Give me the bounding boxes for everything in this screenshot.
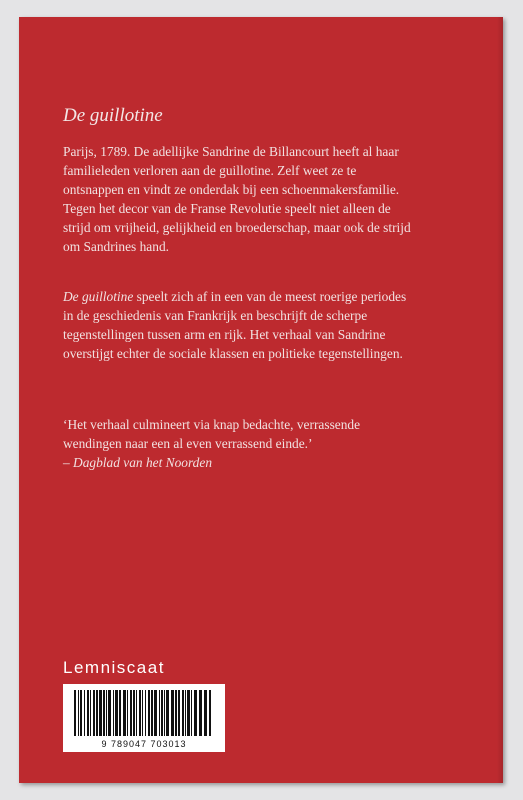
barcode-bar bbox=[142, 690, 143, 736]
barcode-bar bbox=[136, 690, 137, 736]
publisher-logo: Lemniscaat bbox=[63, 658, 165, 677]
barcode-bar bbox=[187, 690, 190, 736]
barcode-bar bbox=[74, 690, 76, 736]
back-cover bbox=[19, 17, 503, 783]
review-quote-text: ‘Het verhaal culmineert via knap bedachte, verrassende wendingen naar een al even verrassend einde.’ bbox=[63, 417, 361, 452]
barcode-bar bbox=[191, 690, 192, 736]
barcode-bar bbox=[159, 690, 160, 736]
barcode-bar bbox=[178, 690, 180, 736]
barcode-bar bbox=[182, 690, 184, 736]
barcode-bar bbox=[106, 690, 107, 736]
barcode-bar bbox=[194, 690, 197, 736]
barcode-bar bbox=[199, 690, 202, 736]
blurb-paragraph-2 bbox=[63, 287, 413, 363]
barcode-bar bbox=[127, 690, 128, 736]
barcode-bar bbox=[113, 690, 114, 736]
blurb-title-reference: De guillotine bbox=[63, 289, 134, 304]
barcode-bar bbox=[154, 690, 157, 736]
barcode-bar bbox=[115, 690, 118, 736]
barcode-bar bbox=[93, 690, 95, 736]
review-quote-source: – Dagblad van het Noorden bbox=[63, 455, 213, 471]
barcode-bar bbox=[151, 690, 153, 736]
isbn-number: 9 789047 703013 bbox=[101, 739, 187, 749]
barcode-bar bbox=[78, 690, 79, 736]
barcode-bar bbox=[87, 690, 89, 736]
barcode bbox=[63, 684, 225, 752]
barcode-bar bbox=[171, 690, 174, 736]
barcode-bar bbox=[204, 690, 207, 736]
barcode-bar bbox=[80, 690, 82, 736]
barcode-bar bbox=[96, 690, 98, 736]
blurb-paragraph-2-text: speelt zich af in een van de meest roerige periodes in de geschiedenis van Frankrijk en beschrijft de scherpe tegenstellingen tussen arm en rijk. Het verhaal van Sandrine overstijgt echter de sociale klassen en politieke tegenstellingen. bbox=[63, 289, 407, 362]
barcode-bar bbox=[123, 690, 126, 736]
barcode-bar bbox=[185, 690, 186, 736]
barcode-bar bbox=[119, 690, 121, 736]
barcode-bar bbox=[133, 690, 135, 736]
barcode-bar bbox=[108, 690, 111, 736]
review-quote bbox=[63, 415, 413, 472]
book-title: De guillotine bbox=[63, 105, 163, 126]
barcode-bar bbox=[84, 690, 85, 736]
barcode-bar bbox=[90, 690, 91, 736]
barcode-bar bbox=[139, 690, 141, 736]
barcode-bar bbox=[148, 690, 150, 736]
blurb-paragraph-1: Parijs, 1789. De adellijke Sandrine de Billancourt heeft al haar familieleden verloren aan de guillotine. Zelf weet ze te ontsnappen en vindt ze onderdak bij een schoenmakersfamilie. Tegen het decor van de Franse Revolutie speelt niet alleen de strijd om vrijheid, gelijkheid en broederschap, maar ook de strijd om Sandrines hand. bbox=[63, 144, 411, 255]
barcode-bar bbox=[99, 690, 102, 736]
barcode-bars bbox=[72, 690, 216, 736]
barcode-bar bbox=[130, 690, 132, 736]
barcode-bar bbox=[164, 690, 165, 736]
cover-edge-shade bbox=[497, 17, 503, 783]
barcode-bar bbox=[161, 690, 163, 736]
barcode-bar bbox=[103, 690, 105, 736]
barcode-bar bbox=[166, 690, 169, 736]
barcode-bar bbox=[145, 690, 146, 736]
barcode-bar bbox=[175, 690, 177, 736]
barcode-bar bbox=[209, 690, 211, 736]
